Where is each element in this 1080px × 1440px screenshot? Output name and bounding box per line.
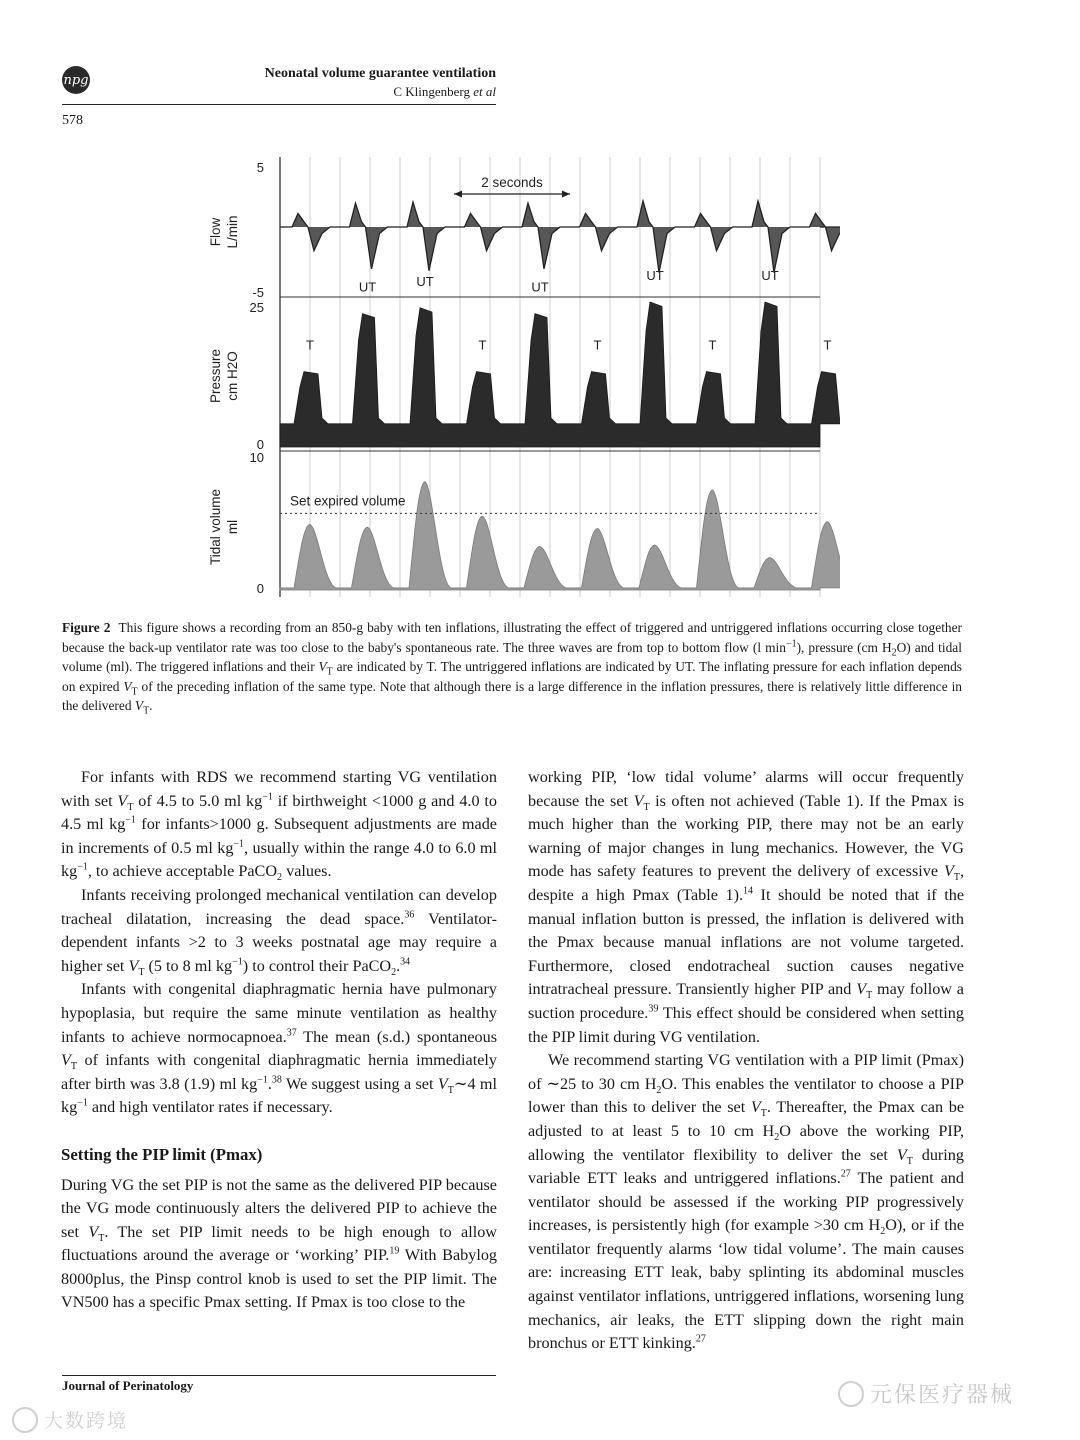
- triggered-label: T: [306, 337, 314, 353]
- untriggered-label: UT: [416, 273, 434, 289]
- flow-tick-bottom: -5: [252, 285, 264, 300]
- figure-caption: [62, 618, 962, 716]
- volume-axis-unit: ml: [225, 519, 240, 535]
- volume-tick-bottom: 0: [256, 581, 264, 596]
- time-bar-right-arrow: [562, 191, 570, 198]
- journal-name: Journal of Perinatology: [62, 1378, 194, 1393]
- pressure-waveform: [280, 302, 840, 447]
- untriggered-label: UT: [358, 279, 377, 295]
- paragraph-pmax-recommendation: We recommend starting VG ventilation with a PIP limit (Pmax) of ∼25 to 30 cm $H_2O$. This enables the ventilator to choose a PIP lower than this to deliver the set $V_T$. Thereafter, the Pmax can be adjusted to at least 5 to 10 cm $H_2O$ above the working PIP, allowing the ventilator flexibility to deliver the set $V_T$ during variable ETT leaks and untriggered inflations.$^{27}$ The patient and ventilator should be assessed if the working PIP progressively increases, is persistently high (for example >30 cm $H_2O$), or if the ventilator frequently alarms ‘low tidal volume’. The main causes are: increasing ETT leak, baby splinting its abdominal muscles against ventilator inflations, untriggered inflations, worsening lung mechanics, air leaks, the ETT slipping down the right main bronchus or ETT kinking.$^{27}$: [528, 1051, 965, 1353]
- text-column-left: [61, 766, 497, 1315]
- paragraph-rds-recommendation: For infants with RDS we recommend starting VG ventilation with set $V_T$ of 4.5 to 5.0 ml $kg^{-1}$ if birthweight <1000 g and 4.0 to 4.5 ml $kg^{-1}$ for infants>1000 g. Subsequent adjustments are made in increments of 0.5 ml $kg^{-1}$, usually within the range 4.0 to 6.0 ml $kg^{-1}$, to achieve acceptable PaCO$_2$ values.: [61, 768, 497, 884]
- npg-logo: npg: [62, 66, 90, 94]
- flow-axis-title: Flow: [208, 217, 223, 247]
- pressure-axis-title: Pressure: [208, 348, 223, 404]
- flow-axis-unit: L/min: [225, 215, 240, 249]
- watermark-left: 大数跨境: [12, 1406, 128, 1433]
- text-column-right: [528, 766, 964, 1356]
- ventilation-recording-chart: [180, 152, 840, 612]
- flow-tick-top: 5: [256, 160, 264, 175]
- time-bar-left-arrow: [454, 191, 462, 198]
- triggered-label: T: [478, 337, 487, 353]
- watermark-logo-icon: [12, 1407, 38, 1433]
- authors-main: C Klingenberg: [393, 84, 474, 99]
- running-title: Neonatal volume guarantee ventilation: [264, 66, 496, 81]
- paragraph-diaphragmatic-hernia: Infants with congenital diaphragmatic hernia have pulmonary hypoplasia, but require the same minute ventilation as healthy infants to achieve normocapnoea.$^{37}$ The mean (s.d.) spontaneous $V_T$ of infants with congenital diaphragmatic hernia immediately after birth was 3.8 (1.9) ml $kg^{-1}.^{38}$ We suggest using a set $V_T\sim 4$ ml $kg^{-1}$ and high ventilator rates if necessary.: [61, 980, 498, 1117]
- figure-2: [180, 152, 840, 612]
- triggered-label: T: [593, 337, 602, 353]
- caption-label: Figure 2: [62, 620, 111, 635]
- time-scale-label: 2 seconds: [481, 175, 543, 190]
- header-rule: [62, 104, 496, 105]
- footer-rule: [62, 1375, 496, 1376]
- pressure-axis-unit: cm H2O: [225, 351, 240, 401]
- wechat-icon: [838, 1381, 864, 1407]
- untriggered-label: UT: [531, 279, 549, 295]
- volume-axis-title: Tidal volume: [208, 488, 223, 566]
- pressure-area: [280, 302, 840, 447]
- flow-line-path: [280, 201, 840, 273]
- untriggered-label: UT: [761, 268, 779, 283]
- page-number: 578: [62, 113, 83, 128]
- inflation-labels: [306, 268, 832, 353]
- watermark-right: 元保医疗器械: [838, 1378, 1014, 1409]
- caption-text: This figure shows a recording from an 850-g baby with ten inflations, illustrating the effect of triggered and untriggered inflations occurring close together because the back-up ventilator rate was too close to the baby's spontaneous rate. The three waves are from top to bottom flow (l $\min^{-1}$), pressure (cm $H_2O$) and tidal volume (ml). The triggered inflations and their $V_T$ are indicated by T. The untriggered inflations are indicated by UT. The inflating pressure for each inflation depends on expired $V_T$ of the preceding inflation of the same type. Note that although there is a large difference in the inflation pressures, there is relatively little difference in the delivered $V_T$.: [62, 620, 963, 718]
- running-authors: [160, 84, 496, 100]
- paragraph-set-pip: During VG the set PIP is not the same as the delivered PIP because the VG mode continuously alters the delivered PIP to achieve the set $V_T$. The set PIP limit needs to be high enough to allow fluctuations around the average or ‘working’ PIP.$^{19}$ With Babylog 8000plus, the Pinsp control knob is used to set the PIP limit. The VN500 has a specific Pmax setting. If Pmax is too close to the: [61, 1175, 498, 1312]
- triggered-label: T: [708, 337, 717, 353]
- authors-etal: et al: [473, 84, 496, 99]
- triggered-label: T: [823, 337, 832, 353]
- set-expired-volume-label: Set expired volume: [290, 493, 406, 509]
- volume-tick-top: 10: [249, 450, 264, 465]
- section-heading-pip-limit: Setting the PIP limit (Pmax): [61, 1144, 263, 1164]
- untriggered-label: UT: [646, 268, 664, 283]
- flow-waveform: [280, 201, 840, 273]
- paragraph-prolonged-ventilation: Infants receiving prolonged mechanical ventilation can develop tracheal dilatation, increasing the dead space.$^{36}$ Ventilator-dependent infants >2 to 3 weeks postnatal age may require a higher set $V_T$ (5 to 8 ml $kg^{-1}$) to control their PaCO$_2$.$^{34}$: [61, 885, 497, 978]
- pressure-tick-top: 25: [249, 300, 264, 315]
- pressure-tick-bottom: 0: [256, 437, 264, 452]
- paragraph-working-pip: working PIP, ‘low tidal volume’ alarms will occur frequently because the set $V_T$ is often not achieved (Table 1). If the Pmax is much higher than the working PIP, there may not be an early warning of major changes in lung mechanics. However, the VG mode has safety features to prevent the delivery of excessive $V_T$, despite a high Pmax (Table 1).$^{14}$ It should be noted that if the manual inflation button is pressed, the inflation is delivered with the Pmax because manual inflations are not volume targeted. Furthermore, closed endotracheal suction causes negative intratracheal pressure. Transiently higher PIP and $V_T$ may follow a suction procedure.$^{39}$ This effect should be considered when setting the PIP limit during VG ventilation.: [528, 768, 965, 1046]
